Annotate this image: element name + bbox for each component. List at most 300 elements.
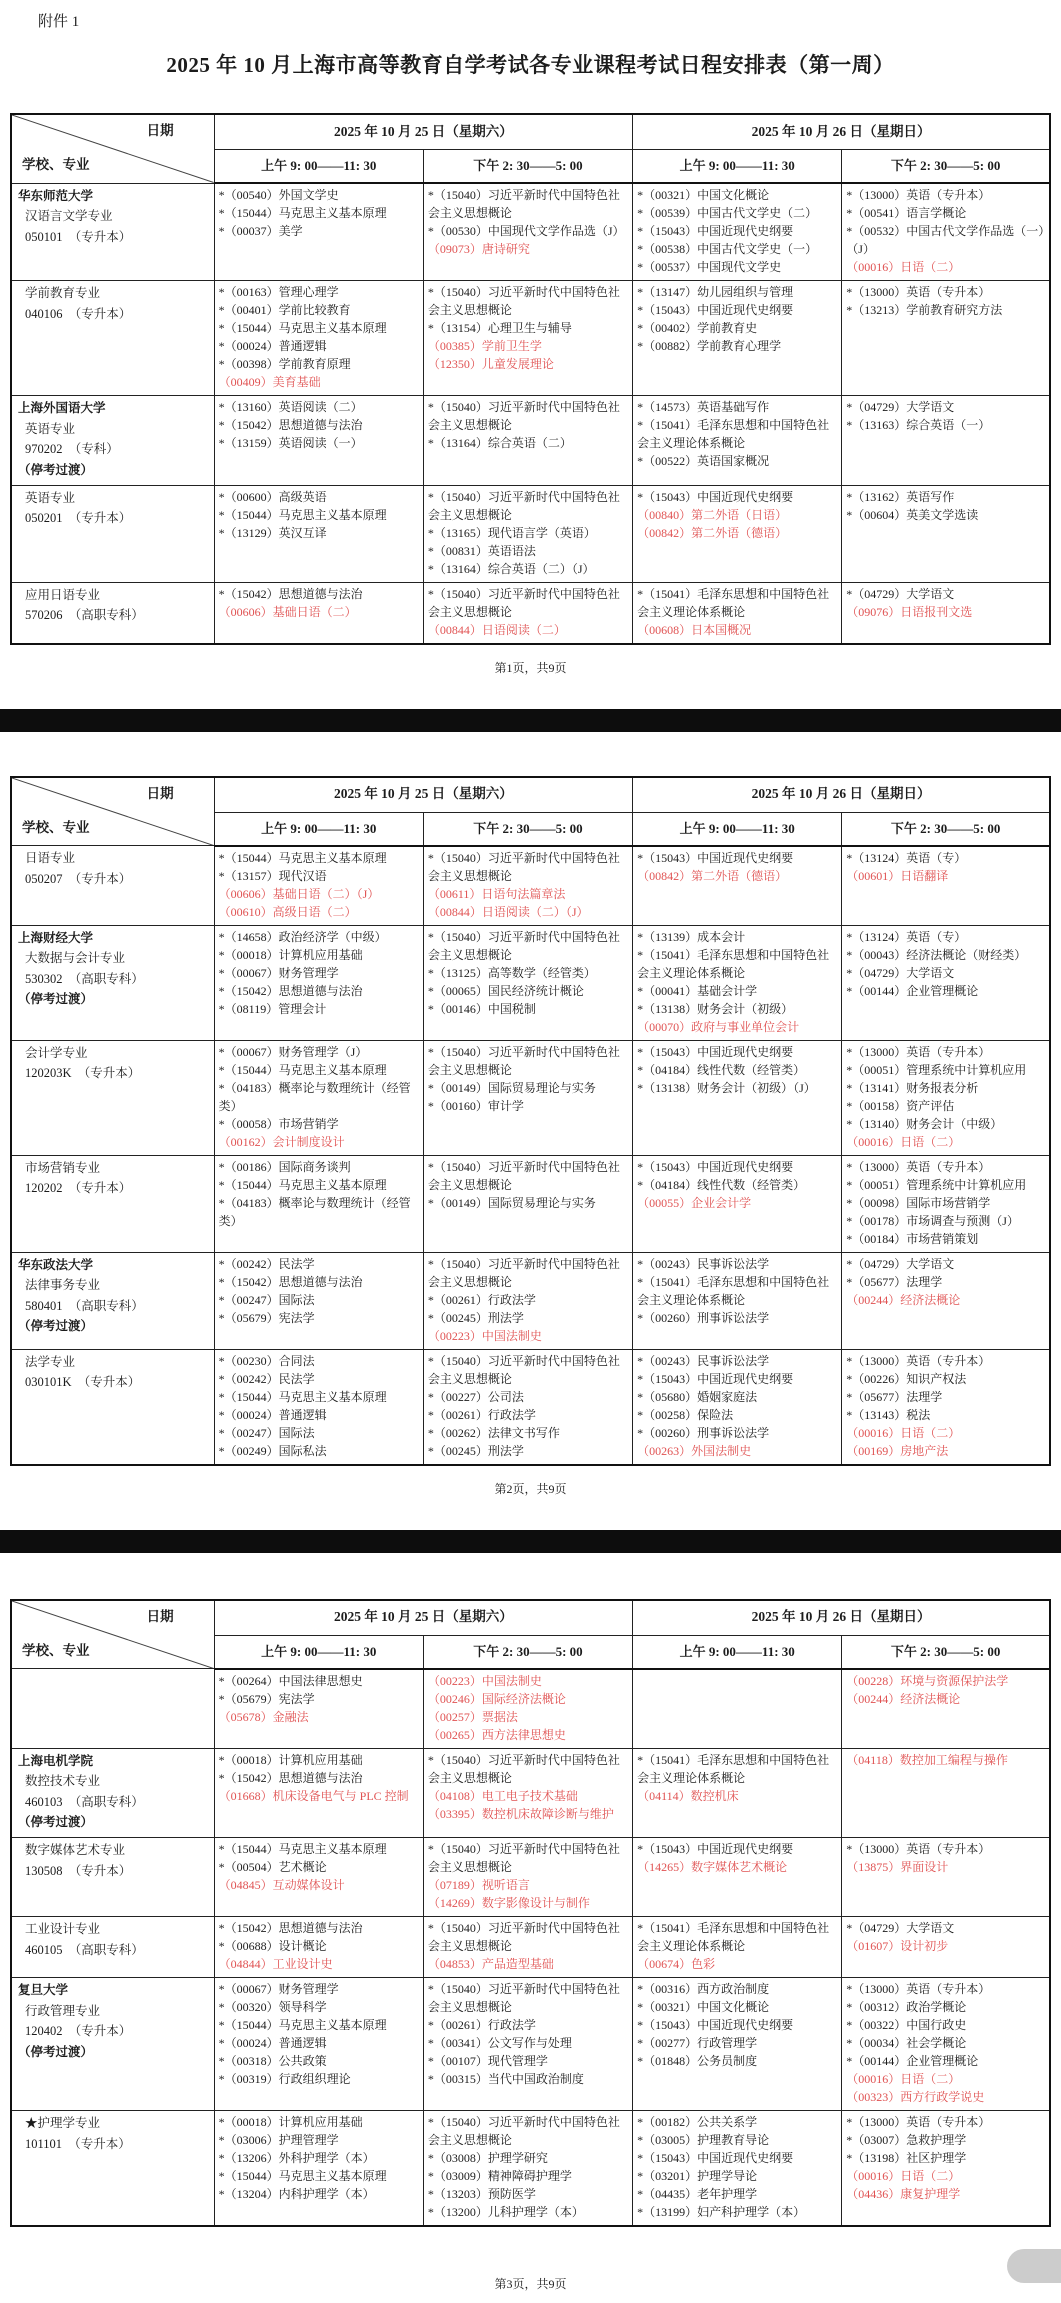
session-cell: [633, 925, 842, 1040]
course-entry: *（05679）宪法学: [218, 1691, 315, 1706]
course-entry: *（13154）心理卫生与辅导: [427, 321, 572, 335]
session-cell: [423, 925, 632, 1040]
course-entry: *（15044）马克思主义基本原理: [218, 1389, 387, 1404]
course-entry: *（15044）马克思主义基本原理: [218, 2018, 387, 2032]
course-entry: （00244）经济法概论: [846, 1292, 961, 1307]
page-number-3: 第3页，共9页: [494, 2277, 567, 2291]
session-cell: [214, 925, 423, 1040]
session-cell: [842, 1252, 1050, 1349]
course-entry: *（13203）预防医学: [427, 2187, 536, 2201]
schedule-page-1: [10, 113, 1051, 645]
specialty-label: 120203K （专升本）: [25, 1066, 141, 1081]
course-entry: *（13000）英语（专升本）: [846, 1044, 991, 1059]
course-entry: *（00184）市场营销策划: [846, 1231, 979, 1246]
course-entry: *（13000）英语（专升本）: [846, 1982, 991, 1996]
school-specialty-cell: [11, 485, 214, 582]
course-entry: （12350）儿童发展理论: [427, 357, 554, 371]
course-entry: *（05677）法理学: [846, 1389, 943, 1404]
course-entry: *（15043）中国近现代史纲要: [637, 303, 794, 317]
course-entry: （04845）互动媒体设计: [218, 1878, 345, 1892]
course-entry: *（13138）财务会计（初级）（J）: [637, 1080, 816, 1095]
course-entry: *（13129）英汉互译: [218, 525, 327, 540]
session-cell: [423, 1040, 632, 1155]
course-entry: *（13164）综合英语（二）（J）: [427, 561, 595, 576]
session-cell: [633, 485, 842, 582]
schedule-page-2: [10, 776, 1051, 1466]
session-cell: [842, 396, 1050, 486]
course-entry: *（13140）财务会计（中级）: [846, 1116, 1003, 1131]
course-entry: （04118）数控加工编程与操作: [846, 1752, 1008, 1767]
course-entry: *（00262）法律文书写作: [427, 1425, 560, 1440]
course-entry: （01668）机床设备电气与 PLC 控制: [218, 1788, 409, 1803]
session-cell: [633, 1155, 842, 1252]
course-entry: *（13198）社区护理学: [846, 2151, 967, 2165]
saturday-date-header: 2025 年 10 月 25 日（星期六）: [214, 114, 632, 150]
school-specialty-label: 学校、专业: [22, 819, 90, 835]
specialty-label: 130508 （专升本）: [25, 1863, 132, 1878]
course-entry: （00228）环境与资源保护法学: [846, 1673, 1009, 1688]
school-specialty-cell: [11, 1978, 214, 2111]
session-cell: [633, 1917, 842, 1978]
course-entry: （05678）金融法: [218, 1709, 309, 1724]
course-entry: *（13124）英语（专）: [846, 929, 967, 944]
schedule-row: [11, 1349, 1050, 1465]
sunday-date-header: 2025 年 10 月 26 日（星期日）: [633, 114, 1050, 150]
session-cell: [842, 1669, 1050, 1749]
course-entry: *（00322）中国行政史: [846, 2018, 967, 2032]
course-entry: *（13162）英语写作: [846, 489, 955, 504]
schedule-table: [10, 1599, 1051, 2228]
course-entry: （00608）日本国概况: [637, 622, 752, 637]
saturday-afternoon-header: 下午 2: 30——5: 00: [423, 812, 632, 846]
course-entry: *（13200）儿科护理学（本）: [427, 2205, 584, 2219]
session-cell: [214, 1978, 423, 2111]
page-number-2: 第2页，共9页: [494, 1481, 567, 1496]
course-entry: *（00024）普通逻辑: [218, 339, 327, 353]
date-label: 日期: [146, 123, 174, 138]
specialty-label: 050207 （专升本）: [25, 871, 132, 886]
course-entry: *（15044）马克思主义基本原理: [218, 507, 387, 522]
course-entry: *（00178）市场调查与预测（J）: [846, 1213, 1019, 1228]
session-cell: [633, 582, 842, 644]
course-entry: *（00245）刑法学: [427, 1443, 524, 1458]
course-entry: *（00243）民事诉讼法学: [637, 1256, 770, 1271]
course-entry: *（00260）刑事诉讼法学: [637, 1310, 770, 1325]
session-cell: [842, 281, 1050, 396]
school-specialty-cell: [11, 846, 214, 926]
schedule-row: [11, 1748, 1050, 1838]
school-name: 上海电机学院: [18, 1753, 94, 1768]
course-entry: *（15042）思想道德与法治: [218, 418, 363, 432]
course-entry: *（15041）毛泽东思想和中国特色社会主义理论体系概论: [637, 586, 830, 619]
course-entry: *（03007）急救护理学: [846, 2133, 967, 2147]
course-entry: *（15042）思想道德与法治: [218, 1274, 363, 1289]
session-cell: [214, 846, 423, 926]
school-name: 上海财经大学: [18, 930, 94, 945]
saturday-afternoon-header: 下午 2: 30——5: 00: [423, 150, 632, 184]
course-entry: *（13147）幼儿园组织与管理: [637, 285, 794, 299]
course-entry: *（15040）习近平新时代中国特色社会主义思想概论: [427, 1353, 620, 1386]
session-cell: [633, 1978, 842, 2111]
course-entry: *（13138）财务会计（初级）: [637, 1001, 794, 1016]
course-entry: （14269）数字影像设计与制作: [427, 1896, 590, 1910]
specialty-label: 050101 （专升本）: [25, 229, 132, 244]
school-name: （停考过渡）: [18, 2044, 94, 2059]
specialty-label: 大数据与会计专业: [25, 951, 126, 966]
school-name: 华东师范大学: [18, 188, 94, 203]
course-entry: *（00321）中国文化概论: [637, 188, 770, 202]
session-cell: [842, 485, 1050, 582]
session-cell: [423, 1349, 632, 1465]
session-cell: [214, 1040, 423, 1155]
date-label: 日期: [146, 785, 174, 801]
session-cell: [633, 1252, 842, 1349]
course-entry: *（15043）中国近现代史纲要: [637, 489, 794, 504]
course-entry: *（15040）习近平新时代中国特色社会主义思想概论: [427, 188, 620, 220]
session-cell: [633, 281, 842, 396]
course-entry: *（04729）大学语文: [846, 400, 955, 414]
school-specialty-cell: [11, 396, 214, 486]
course-entry: （00055）企业会计学: [637, 1195, 752, 1210]
page-separator-2: [0, 1530, 1061, 1553]
course-entry: （09073）唐诗研究: [427, 242, 530, 256]
course-entry: *（00242）民法学: [218, 1256, 315, 1271]
page-title: 2025 年 10 月上海市高等教育自学考试各专业课程考试日程安排表（第一周）: [166, 53, 895, 77]
course-entry: *（04183）概率论与数理统计（经管类）: [218, 1080, 411, 1113]
page-number-1: 第1页，共9页: [494, 660, 567, 675]
course-entry: *（03201）护理学导论: [637, 2169, 758, 2183]
course-entry: *（13159）英语阅读（一）: [218, 436, 363, 450]
course-entry: （04108）电工电子技术基础: [427, 1788, 578, 1803]
course-entry: *（00315）当代中国政治制度: [427, 2072, 584, 2086]
course-entry: （00016）日语（二）: [846, 1425, 961, 1440]
course-entry: *（15044）马克思主义基本原理: [218, 1842, 387, 1856]
course-entry: *（00242）民法学: [218, 1371, 315, 1386]
course-entry: *（15044）马克思主义基本原理: [218, 850, 387, 865]
course-entry: *（00149）国际贸易理论与实务: [427, 1195, 596, 1210]
session-cell: [214, 2111, 423, 2227]
course-entry: （00842）第二外语（德语）: [637, 525, 788, 540]
course-entry: *（15040）习近平新时代中国特色社会主义思想概论: [427, 1256, 620, 1289]
course-entry: *（00018）计算机应用基础: [218, 2115, 363, 2129]
session-cell: [214, 582, 423, 644]
course-entry: *（00401）学前比较教育: [218, 303, 351, 317]
course-entry: *（00537）中国现代文学史: [637, 260, 782, 274]
school-specialty-label: 学校、专业: [22, 1642, 90, 1658]
date-school-corner-cell: [11, 114, 214, 183]
course-entry: *（15040）习近平新时代中国特色社会主义思想概论: [427, 400, 620, 432]
specialty-label: 030101K （专升本）: [25, 1375, 141, 1390]
course-entry: （07189）视听语言: [427, 1878, 530, 1892]
specialty-label: 会计学专业: [25, 1045, 88, 1060]
course-entry: *（15041）毛泽东思想和中国特色社会主义理论体系概论: [637, 947, 830, 980]
course-entry: *（00158）资产评估: [846, 1098, 955, 1113]
session-cell: [214, 281, 423, 396]
page-separator-1: [0, 709, 1061, 732]
course-entry: *（15041）毛泽东思想和中国特色社会主义理论体系概论: [637, 1921, 830, 1953]
course-entry: *（00037）美学: [218, 224, 303, 238]
schedule-row: [11, 485, 1050, 582]
date-label: 日期: [146, 1608, 174, 1624]
course-entry: （04436）康复护理学: [846, 2187, 961, 2201]
course-entry: （00265）西方法律思想史: [427, 1727, 566, 1742]
sunday-morning-header: 上午 9: 00——11: 30: [633, 812, 842, 846]
course-entry: *（00261）行政法学: [427, 1407, 536, 1422]
saturday-morning-header: 上午 9: 00——11: 30: [214, 150, 423, 184]
course-entry: *（13000）英语（专升本）: [846, 188, 991, 202]
sunday-morning-header: 上午 9: 00——11: 30: [633, 1635, 842, 1669]
course-entry: （00606）基础日语（二）: [218, 604, 357, 619]
course-entry: *（00540）外国文学史: [218, 188, 339, 202]
course-entry: （00169）房地产法: [846, 1443, 949, 1458]
course-entry: *（03006）护理管理学: [218, 2133, 339, 2147]
schedule-page-3: [10, 1599, 1051, 2228]
school-specialty-cell: [11, 1917, 214, 1978]
session-cell: [423, 1669, 632, 1749]
school-specialty-cell: [11, 925, 214, 1040]
session-cell: [633, 396, 842, 486]
course-entry: *（00186）国际商务谈判: [218, 1159, 351, 1174]
course-entry: *（13204）内科护理学（本）: [218, 2187, 375, 2201]
specialty-label: 040106 （专升本）: [25, 306, 132, 321]
course-entry: *（00247）国际法: [218, 1425, 315, 1440]
course-entry: *（05679）宪法学: [218, 1310, 315, 1325]
course-entry: *（00230）合同法: [218, 1353, 315, 1368]
session-cell: [842, 1838, 1050, 1917]
course-entry: *（13206）外科护理学（本）: [218, 2151, 375, 2165]
school-specialty-cell: [11, 183, 214, 281]
session-cell: [842, 582, 1050, 644]
schedule-row: [11, 582, 1050, 644]
course-entry: （00246）国际经济法概论: [427, 1691, 566, 1706]
specialty-label: 汉语言文学专业: [25, 209, 113, 224]
course-entry: *（03009）精神障碍护理学: [427, 2169, 572, 2183]
course-entry: （00674）色彩: [637, 1957, 716, 1971]
course-entry: *（15041）毛泽东思想和中国特色社会主义理论体系概论: [637, 1752, 830, 1785]
session-cell: [633, 1838, 842, 1917]
course-entry: *（15040）习近平新时代中国特色社会主义思想概论: [427, 285, 620, 317]
school-specialty-cell: [11, 1349, 214, 1465]
session-cell: [423, 2111, 632, 2227]
session-cell: [633, 846, 842, 926]
sunday-morning-header: 上午 9: 00——11: 30: [633, 150, 842, 184]
session-cell: [423, 582, 632, 644]
specialty-label: 日语专业: [25, 851, 76, 865]
specialty-label: 460105 （高职专科）: [25, 1942, 144, 1957]
school-name: 华东政法大学: [18, 1257, 94, 1272]
course-entry: *（00316）西方政治制度: [637, 1982, 770, 1996]
specialty-label: ★护理学专业: [25, 2116, 101, 2130]
course-entry: （00257）票据法: [427, 1709, 518, 1724]
course-entry: *（13000）英语（专升本）: [846, 2115, 991, 2129]
course-entry: *（00277）行政管理学: [637, 2036, 758, 2050]
course-entry: *（00319）行政组织理论: [218, 2072, 351, 2086]
schedule-row: [11, 281, 1050, 396]
session-cell: [423, 1838, 632, 1917]
course-entry: *（00034）社会学概论: [846, 2036, 967, 2050]
schedule-row: [11, 1252, 1050, 1349]
course-entry: *（03008）护理学研究: [427, 2151, 548, 2165]
course-entry: （00070）政府与事业单位会计: [637, 1019, 800, 1034]
course-entry: （00244）经济法概论: [846, 1691, 961, 1706]
course-entry: *（04183）概率论与数理统计（经管类）: [218, 1195, 411, 1228]
course-entry: *（00530）中国现代文学作品选（J）: [427, 224, 625, 238]
session-cell: [214, 1155, 423, 1252]
specialty-label: 101101 （专升本）: [25, 2136, 131, 2151]
course-entry: *（15043）中国近现代史纲要: [637, 224, 794, 238]
course-entry: *（00160）审计学: [427, 1098, 524, 1113]
course-entry: *（15040）习近平新时代中国特色社会主义思想概论: [427, 1159, 620, 1192]
course-entry: *（00144）企业管理概论: [846, 983, 979, 998]
course-entry: （00385）学前卫生学: [427, 339, 542, 353]
specialty-label: 050201 （专升本）: [25, 511, 132, 526]
course-entry: *（00261）行政法学: [427, 1292, 536, 1307]
course-entry: *（00882）学前教育心理学: [637, 339, 782, 353]
course-entry: *（00341）公文写作与处理: [427, 2036, 572, 2050]
session-cell: [423, 1748, 632, 1838]
session-cell: [423, 183, 632, 281]
course-entry: *（00107）现代管理学: [427, 2054, 548, 2068]
course-entry: *（15044）马克思主义基本原理: [218, 1062, 387, 1077]
course-entry: （00844）日语阅读（二）（J）: [427, 904, 589, 919]
schedule-table: [10, 776, 1051, 1466]
specialty-label: 120202 （专升本）: [25, 1181, 132, 1196]
course-entry: *（00226）知识产权法: [846, 1371, 967, 1386]
course-entry: *（00320）领导科学: [218, 2000, 327, 2014]
course-entry: （00016）日语（二）: [846, 1134, 961, 1149]
course-entry: *（04184）线性代数（经管类）: [637, 1177, 806, 1192]
specialty-label: 数字媒体艺术专业: [25, 1843, 126, 1857]
course-entry: *（15040）习近平新时代中国特色社会主义思想概论: [427, 489, 620, 522]
course-entry: *（00688）设计概论: [218, 1939, 327, 1953]
course-entry: *（05680）婚姻家庭法: [637, 1389, 758, 1404]
course-entry: *（13165）现代语言学（英语）: [427, 525, 596, 540]
session-cell: [423, 281, 632, 396]
document: [0, 10, 1061, 2292]
specialty-label: 580401 （高职专科）: [25, 1298, 144, 1313]
school-name: （停考过渡）: [18, 1815, 94, 1830]
schedule-row: [11, 925, 1050, 1040]
course-entry: *（00024）普通逻辑: [218, 1407, 327, 1422]
course-entry: *（15044）马克思主义基本原理: [218, 206, 387, 220]
course-entry: *（00149）国际贸易理论与实务: [427, 1080, 596, 1095]
date-school-corner-cell: [11, 1600, 214, 1669]
session-cell: [423, 846, 632, 926]
schedule-row: [11, 1155, 1050, 1252]
school-specialty-cell: [11, 1252, 214, 1349]
course-entry: *（00312）政治学概论: [846, 2000, 967, 2014]
specialty-label: 市场营销专业: [25, 1160, 101, 1175]
course-entry: *（14573）英语基础写作: [637, 400, 770, 414]
course-entry: *（00098）国际市场营销学: [846, 1195, 991, 1210]
course-entry: *（13143）税法: [846, 1407, 931, 1422]
course-entry: *（04435）老年护理学: [637, 2187, 758, 2201]
sunday-afternoon-header: 下午 2: 30——5: 00: [842, 150, 1050, 184]
course-entry: *（00018）计算机应用基础: [218, 1752, 363, 1767]
saturday-date-header: 2025 年 10 月 25 日（星期六）: [214, 777, 632, 813]
course-entry: *（00318）公共政策: [218, 2054, 327, 2068]
course-entry: *（00321）中国文化概论: [637, 2000, 770, 2014]
sunday-date-header: 2025 年 10 月 26 日（星期日）: [633, 1600, 1050, 1636]
specialty-label: 应用日语专业: [25, 587, 101, 602]
school-specialty-cell: [11, 1155, 214, 1252]
school-specialty-cell: [11, 582, 214, 644]
schedule-row: [11, 396, 1050, 486]
course-entry: （14265）数字媒体艺术概论: [637, 1860, 788, 1874]
course-entry: *（15040）习近平新时代中国特色社会主义思想概论: [427, 1044, 620, 1077]
saturday-morning-header: 上午 9: 00——11: 30: [214, 812, 423, 846]
course-entry: *（00227）公司法: [427, 1389, 524, 1404]
specialty-label: 120402 （专升本）: [25, 2024, 132, 2039]
course-entry: *（00024）普通逻辑: [218, 2036, 327, 2050]
course-entry: *（00532）中国古代文学作品选（一）（J）: [846, 224, 1045, 256]
specialty-label: 英语专业: [25, 490, 76, 505]
course-entry: *（04729）大学语文: [846, 1256, 955, 1271]
session-cell: [423, 1155, 632, 1252]
course-entry: *（00051）管理系统中计算机应用: [846, 1062, 1027, 1077]
course-entry: *（00146）中国税制: [427, 1001, 536, 1016]
specialty-label: 工业设计专业: [25, 1922, 101, 1936]
course-entry: *（04729）大学语文: [846, 1921, 955, 1935]
course-entry: （00223）中国法制史: [427, 1328, 542, 1343]
course-entry: *（15044）马克思主义基本原理: [218, 321, 387, 335]
course-entry: （00016）日语（二）: [846, 2072, 961, 2086]
schedule-row: [11, 1669, 1050, 1749]
school-name: （停考过渡）: [18, 1319, 94, 1334]
school-name: （停考过渡）: [18, 462, 94, 477]
course-entry: *（13000）英语（专升本）: [846, 285, 991, 299]
session-cell: [633, 1349, 842, 1465]
specialty-label: 数控技术专业: [25, 1774, 101, 1789]
course-entry: （09076）日语报刊文选: [846, 604, 973, 619]
floating-scroll-widget[interactable]: [1007, 2249, 1061, 2283]
course-entry: （01607）设计初步: [846, 1939, 949, 1953]
schedule-row: [11, 1040, 1050, 1155]
school-specialty-label: 学校、专业: [22, 157, 90, 173]
course-entry: *（00144）企业管理概论: [846, 2054, 979, 2068]
school-specialty-cell: [11, 1669, 214, 1749]
session-cell: [423, 396, 632, 486]
school-specialty-cell: [11, 1748, 214, 1838]
schedule-row: [11, 2111, 1050, 2227]
course-entry: *（00539）中国古代文学史（二）: [637, 206, 818, 220]
course-entry: *（15040）习近平新时代中国特色社会主义思想概论: [427, 929, 620, 962]
course-entry: （00162）会计制度设计: [218, 1134, 345, 1149]
session-cell: [842, 183, 1050, 281]
course-entry: *（15040）习近平新时代中国特色社会主义思想概论: [427, 1842, 620, 1874]
course-entry: *（00067）财务管理学（J）: [218, 1044, 368, 1059]
course-entry: *（15043）中国近现代史纲要: [637, 1159, 794, 1174]
course-entry: *（00245）刑法学: [427, 1310, 524, 1325]
specialty-label: 法学专业: [25, 1354, 76, 1369]
schedule-row: [11, 1978, 1050, 2111]
course-entry: （00323）西方行政学说史: [846, 2090, 985, 2104]
course-entry: *（00182）公共关系学: [637, 2115, 758, 2129]
specialty-label: 570206 （高职专科）: [25, 608, 144, 623]
course-entry: （03395）数控机床故障诊断与维护: [427, 1806, 614, 1821]
course-entry: *（13157）现代汉语: [218, 868, 327, 883]
sunday-date-header: 2025 年 10 月 26 日（星期日）: [633, 777, 1050, 813]
course-entry: *（13164）综合英语（二）: [427, 436, 572, 450]
course-entry: *（01848）公务员制度: [637, 2054, 758, 2068]
course-entry: *（00398）学前教育原理: [218, 357, 351, 371]
course-entry: （04853）产品造型基础: [427, 1957, 554, 1971]
course-entry: *（00264）中国法律思想史: [218, 1673, 363, 1688]
course-entry: *（13000）英语（专升本）: [846, 1353, 991, 1368]
session-cell: [633, 1669, 842, 1749]
course-entry: （00263）外国法制史: [637, 1443, 752, 1458]
course-entry: *（13160）英语阅读（二）: [218, 400, 363, 414]
